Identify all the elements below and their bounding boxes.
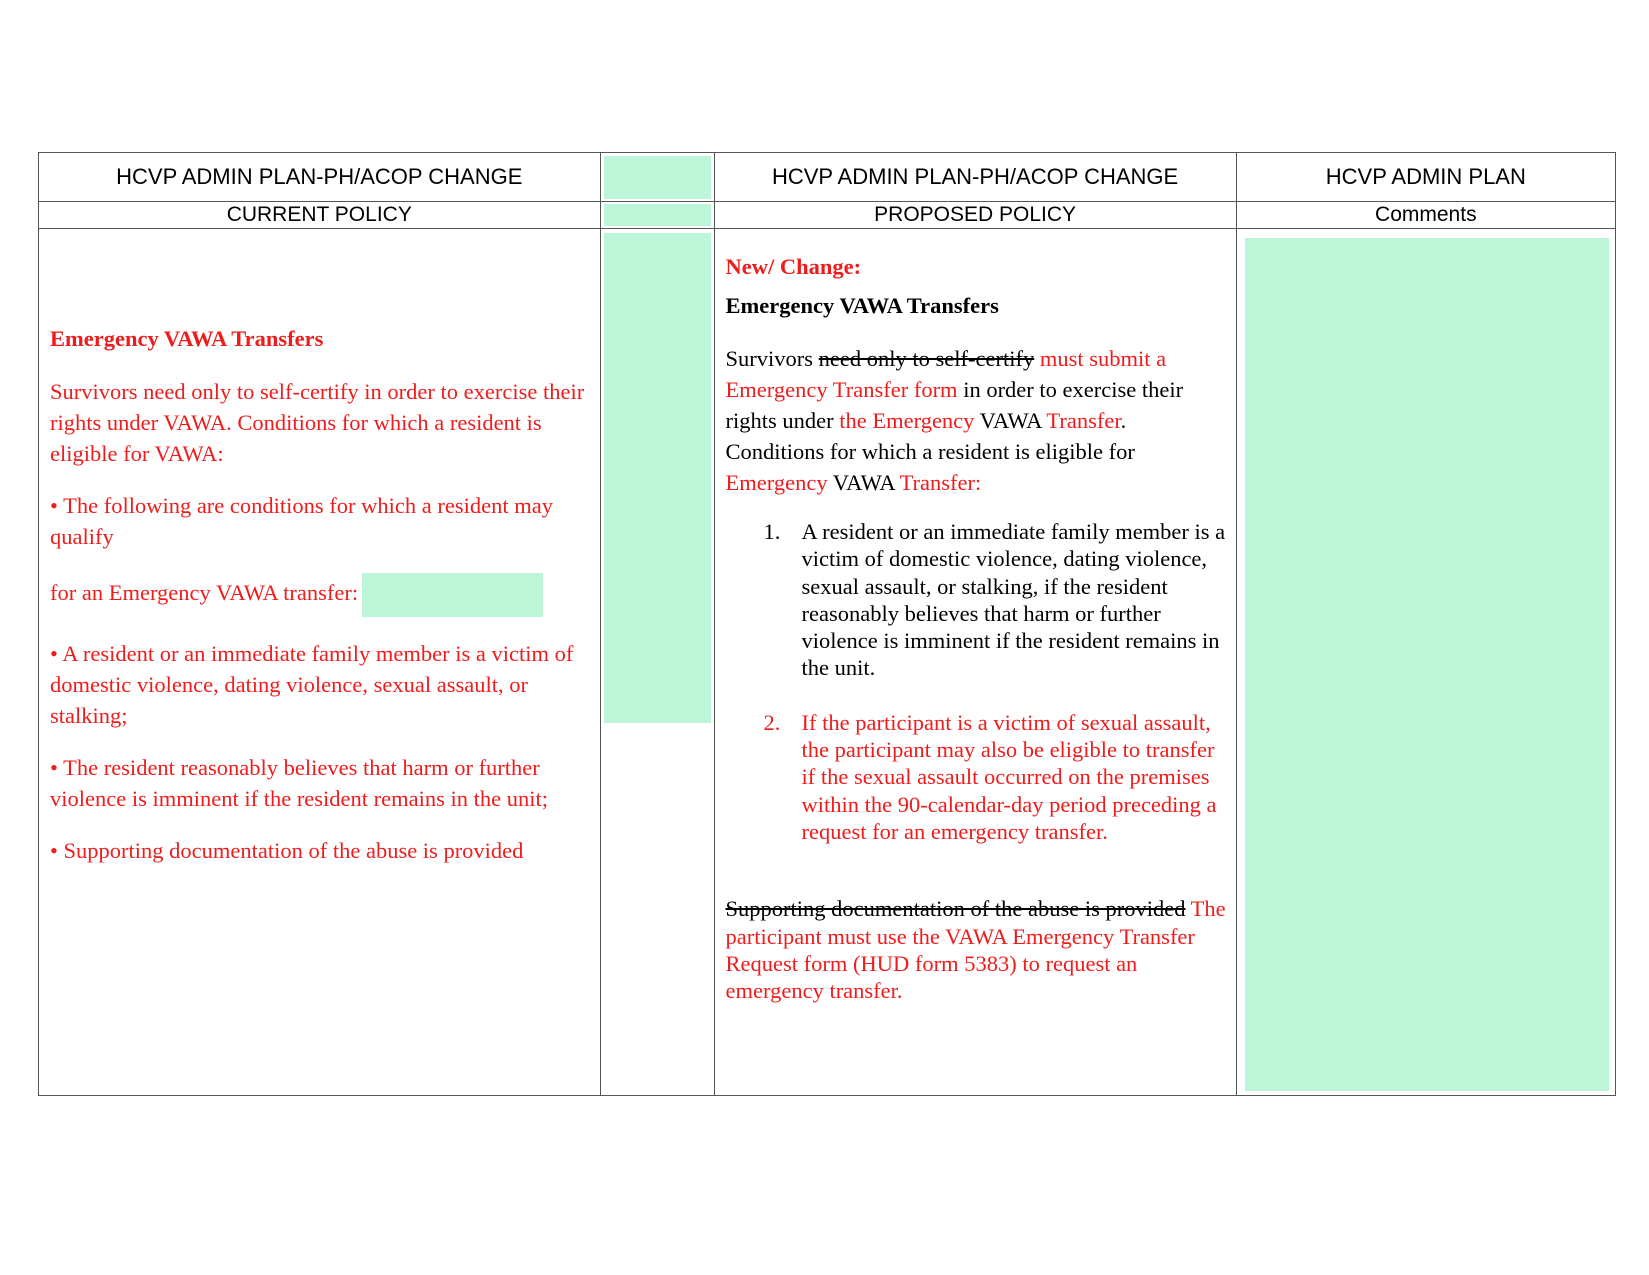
- highlight-block: [604, 204, 711, 226]
- policy-body-row: [39, 229, 1616, 1096]
- proposed-policy-heading: Emergency VAWA Transfers: [725, 293, 999, 318]
- proposed-policy-subheader: PROPOSED POLICY: [874, 203, 1077, 226]
- proposed-policy-column-title: HCVP ADMIN PLAN-PH/ACOP CHANGE: [771, 164, 1179, 189]
- list-item-text: A resident or an immediate family member is a victim of domestic violence, dating violence, sexual assault, or stalking, if the resident reasonably believes that harm or further violence is imminent if the resident remains in the unit.: [801, 519, 1226, 681]
- inserted-text: Emergency: [725, 470, 828, 495]
- inserted-text: The participant must use the VAWA Emergency Transfer Request form (HUD form 5383) to request an emergency transfer.: [725, 896, 1226, 1004]
- proposed-policy-intro: [726, 343, 1228, 498]
- intro-text: . Conditions for which a resident is eligible for: [725, 408, 1135, 464]
- comments-cell: [1236, 229, 1615, 1096]
- header-row-subtitles: [39, 202, 1616, 229]
- intro-text: in order to exercise their rights under: [725, 377, 1184, 433]
- proposed-conditions-list: [726, 518, 1228, 845]
- highlight-block: [604, 233, 711, 723]
- inserted-text: must submit a Emergency Transfer form: [725, 346, 1167, 402]
- proposed-title-cell: [714, 153, 1236, 202]
- current-policy-subheader: CURRENT POLICY: [226, 203, 412, 226]
- comments-highlight-area: [1245, 238, 1609, 1091]
- intro-text: Survivors: [725, 346, 819, 371]
- list-number: 2.: [763, 709, 781, 735]
- current-policy-intro: Survivors need only to self-certify in order to exercise their rights under VAWA. Conditions for which a resident is eligible for VAWA:: [50, 379, 585, 466]
- current-sub-cell: [39, 202, 601, 229]
- comments-title-cell: [1236, 153, 1615, 202]
- proposed-policy-text: [715, 229, 1236, 1004]
- current-policy-text: [39, 229, 600, 866]
- current-policy-cell: [39, 229, 601, 1096]
- inserted-text: the Emergency: [839, 408, 975, 433]
- inserted-text: Transfer: [1046, 408, 1121, 433]
- deleted-text: Supporting documentation of the abuse is provided: [725, 896, 1186, 922]
- intro-text: VAWA: [827, 470, 900, 495]
- comments-subheader: Comments: [1375, 203, 1477, 226]
- new-change-label: New/ Change:: [725, 254, 862, 279]
- current-policy-column-title: HCVP ADMIN PLAN-PH/ACOP CHANGE: [116, 164, 523, 189]
- deleted-text: need only to self-certify: [818, 346, 1035, 371]
- admin-plan-column-title: HCVP ADMIN PLAN: [1325, 164, 1526, 189]
- highlight-block: [604, 156, 711, 199]
- current-bullet-conditions: • The following are conditions for which a resident may qualify: [50, 493, 553, 549]
- current-title-cell: [39, 153, 601, 202]
- inserted-text: Transfer:: [899, 470, 982, 495]
- current-bullet-harm: • The resident reasonably believes that harm or further violence is imminent if the resident remains in the unit;: [50, 755, 549, 811]
- current-bullet-conditions-cont-text: for an Emergency VAWA transfer:: [50, 580, 359, 606]
- spacer-title-cell: [600, 153, 714, 202]
- comments-sub-cell: [1236, 202, 1615, 229]
- current-bullet-conditions-cont: [50, 573, 592, 617]
- intro-text: VAWA: [974, 408, 1047, 433]
- policy-comparison-table: [38, 152, 1616, 1096]
- list-number: 1.: [763, 519, 781, 544]
- current-policy-heading: Emergency VAWA Transfers: [50, 326, 324, 351]
- proposed-sub-cell: [714, 202, 1236, 229]
- proposed-documentation-paragraph: [726, 895, 1228, 1004]
- spacer-sub-cell: [600, 202, 714, 229]
- current-bullet-documentation: • Supporting documentation of the abuse is provided: [50, 838, 524, 863]
- list-item: [726, 709, 1228, 845]
- list-item: [726, 518, 1228, 682]
- proposed-policy-cell: [714, 229, 1236, 1096]
- highlight-block: [362, 573, 543, 617]
- header-row-titles: [39, 153, 1616, 202]
- current-bullet-victim: • A resident or an immediate family member is a victim of domestic violence, dating violence, sexual assault, or stalking;: [50, 641, 574, 728]
- list-item-text: If the participant is a victim of sexual assault, the participant may also be eligible to transfer if the sexual assault occurred on the premises within the 90-calendar-day period preceding a request for an emergency transfer.: [801, 709, 1217, 844]
- spacer-body-cell: [600, 229, 714, 1096]
